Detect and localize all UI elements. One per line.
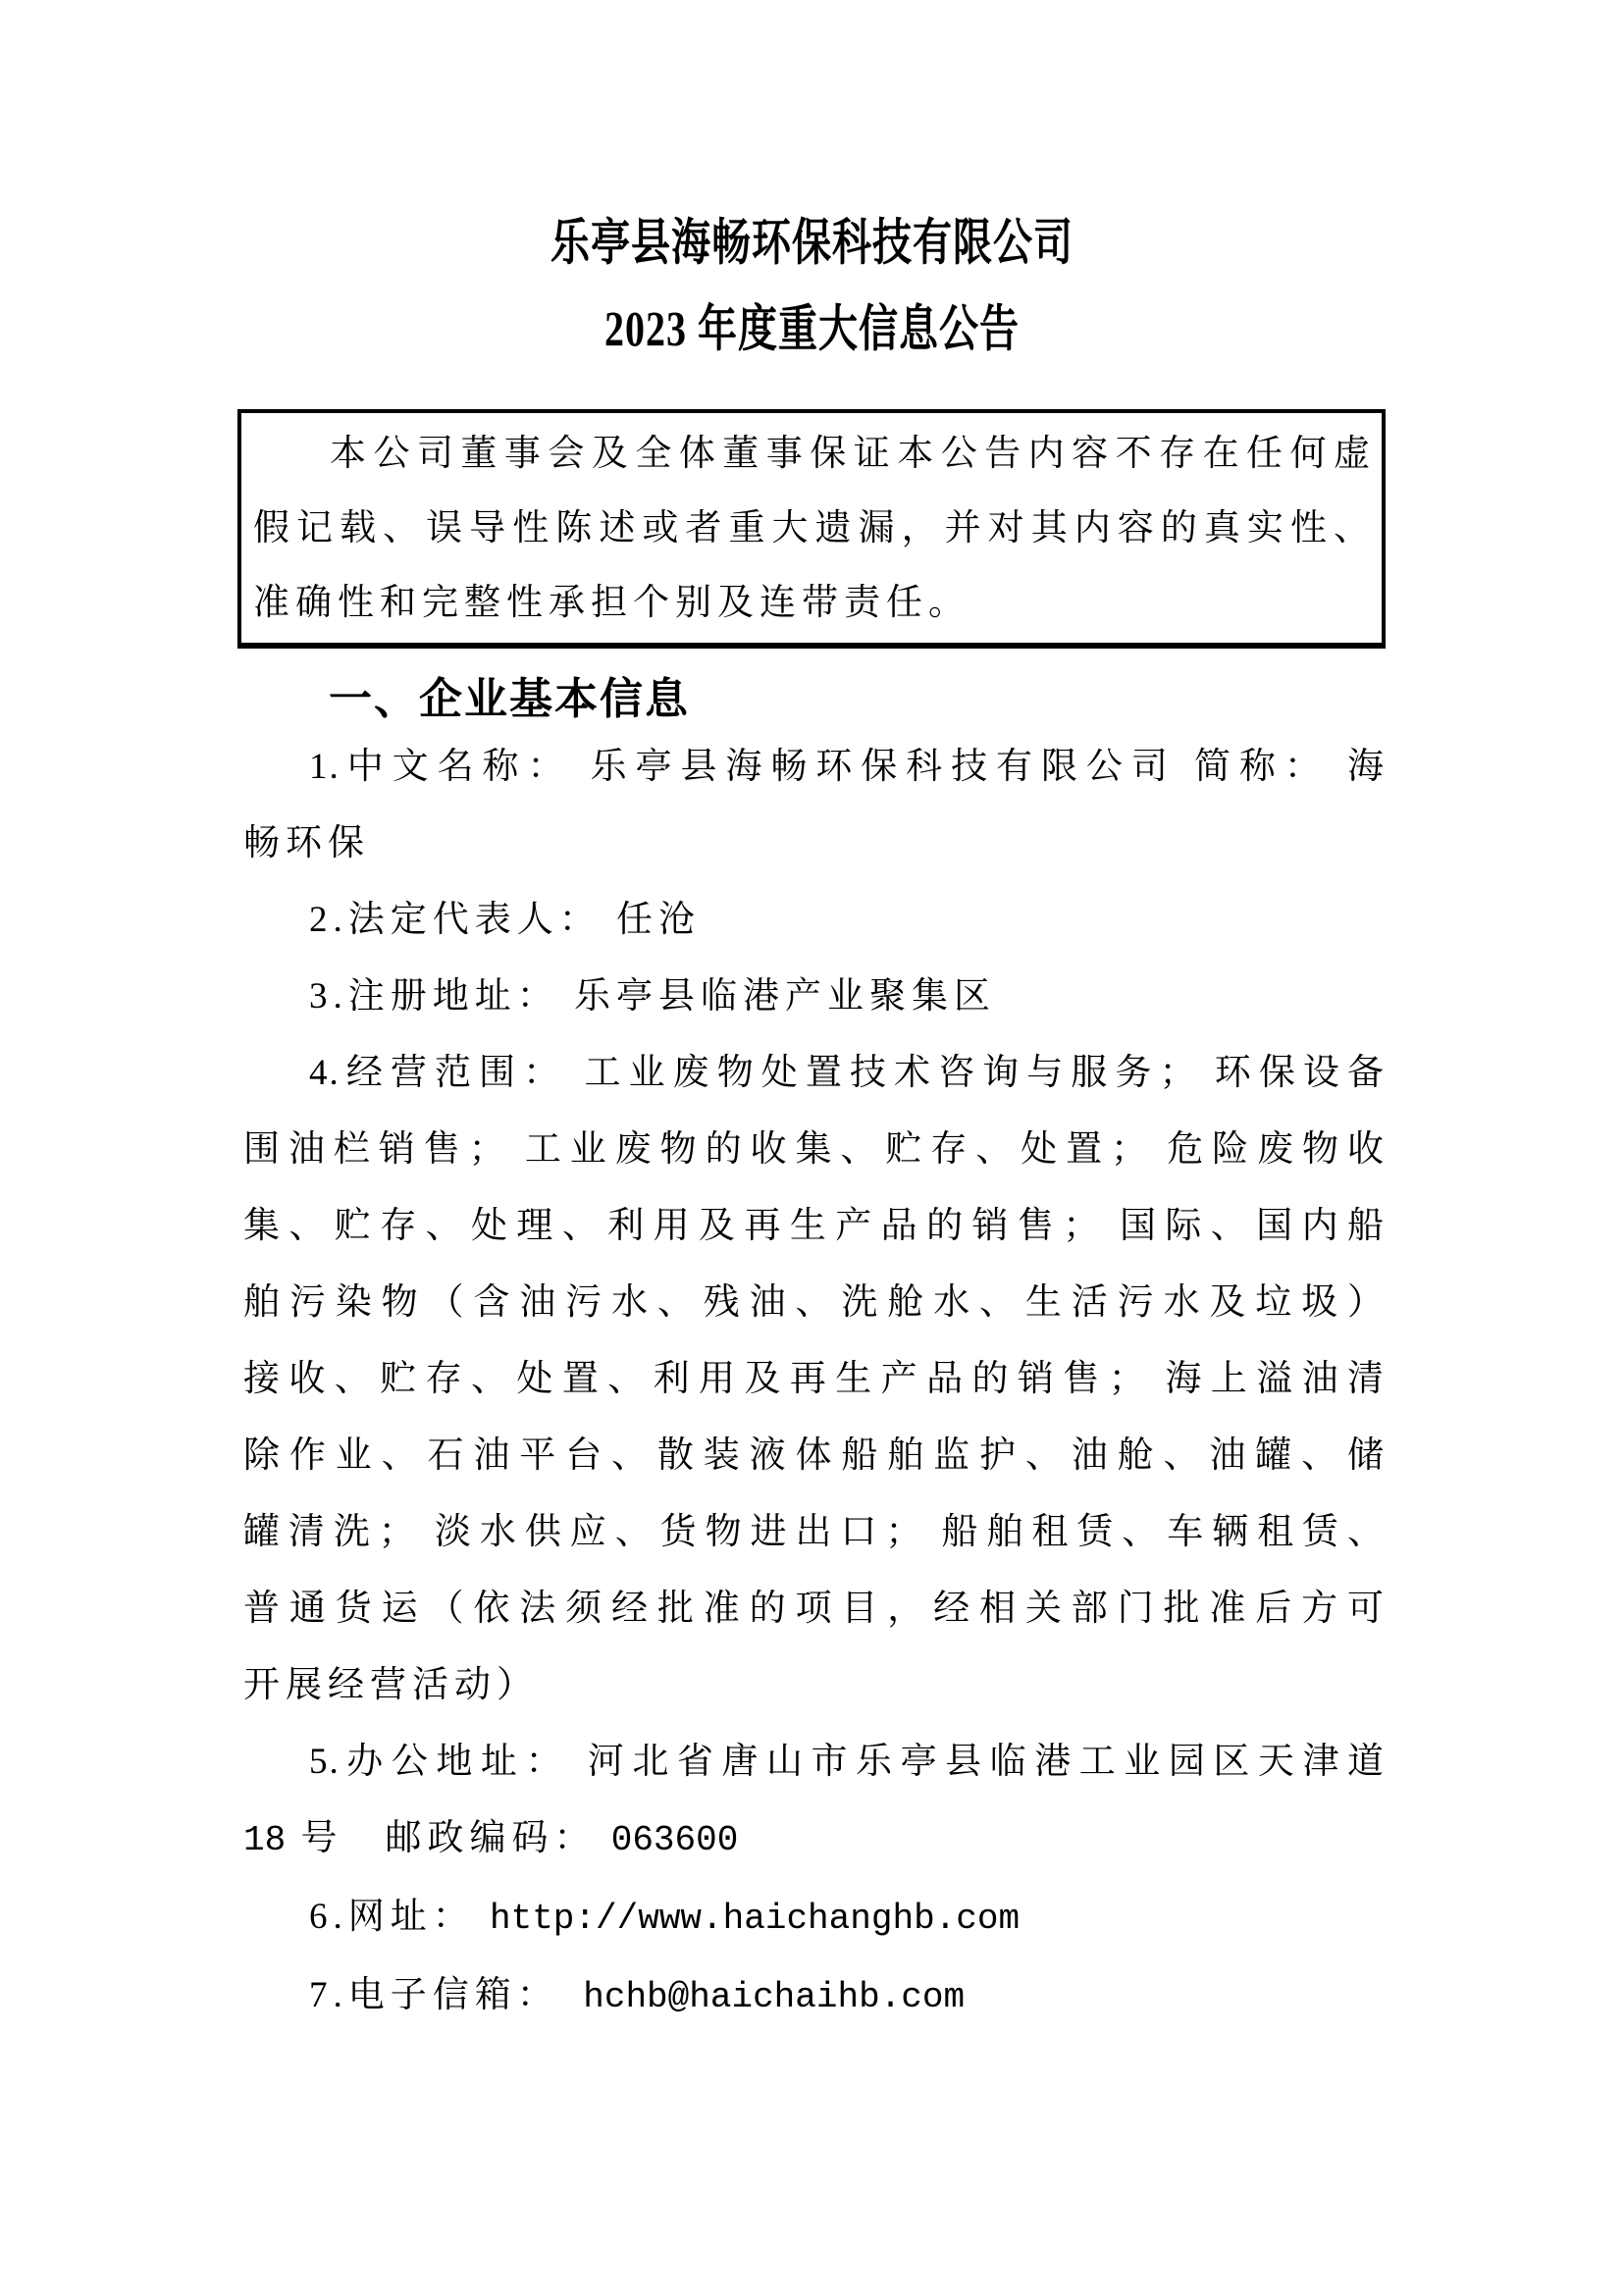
body-line-business-scope-wrap: 围油栏销售； 工业废物的收集、贮存、处置； 危险废物收 xyxy=(243,1129,1386,1170)
postal-code: 063600 xyxy=(610,1820,739,1860)
body-line-company-name-wrap: 畅环保 xyxy=(243,823,370,863)
website-label: 6.网址： xyxy=(309,1897,490,1937)
email-address: hchb@haichaihb.com xyxy=(583,1977,966,2017)
notice-line: 假记载、误导性陈述或者重大遗漏，并对其内容的真实性、 xyxy=(253,508,1372,548)
website-url: http://www.haichanghb.com xyxy=(490,1899,1021,1939)
postal-line xyxy=(237,1800,1386,1879)
document-content xyxy=(237,409,1386,2036)
document-subtitle xyxy=(0,300,1624,358)
website-line xyxy=(237,1879,1386,1957)
email-line xyxy=(237,1957,1386,2036)
postal-label: 号 邮政编码： xyxy=(286,1818,611,1858)
document-title-text: 乐亭县海畅环保科技有限公司 xyxy=(550,214,1074,272)
body-line-registered-address: 3.注册地址： 乐亭县临港产业聚集区 xyxy=(309,976,996,1017)
email-label: 7.电子信箱： xyxy=(309,1975,584,2015)
notice-box xyxy=(237,409,1386,649)
body-line-legal-representative: 2.法定代表人： 任沧 xyxy=(309,900,701,940)
body-line-company-name: 1.中文名称： 乐亭县海畅环保科技有限公司 简称： 海 xyxy=(309,747,1386,787)
body-line-business-scope: 4.经营范围： 工业废物处置技术咨询与服务； 环保设备 xyxy=(309,1053,1386,1093)
document-title xyxy=(0,216,1624,271)
body-line-business-scope-wrap: 罐清洗； 淡水供应、货物进出口； 船舶租赁、车辆租赁、 xyxy=(243,1512,1386,1552)
notice-line: 本公司董事会及全体董事保证本公告内容不存在任何虚 xyxy=(330,434,1372,474)
notice-line: 准确性和完整性承担个别及连带责任。 xyxy=(253,583,970,623)
street-number: 18 xyxy=(243,1820,287,1860)
section-body xyxy=(237,729,1386,2036)
body-line-business-scope-wrap: 接收、贮存、处置、利用及再生产品的销售； 海上溢油清 xyxy=(243,1359,1386,1399)
document-subtitle-text: 2023 年度重大信息公告 xyxy=(604,300,1020,358)
body-line-business-scope-wrap: 普通货运（依法须经批准的项目，经相关部门批准后方可 xyxy=(243,1589,1386,1629)
body-line-office-address: 5.办公地址： 河北省唐山市乐亭县临港工业园区天津道 xyxy=(309,1742,1386,1782)
section-heading: 一、企业基本信息 xyxy=(329,675,690,723)
body-line-business-scope-wrap: 除作业、石油平台、散装液体船舶监护、油舱、油罐、储 xyxy=(243,1435,1386,1476)
body-line-business-scope-wrap: 集、贮存、处理、利用及再生产品的销售； 国际、国内船 xyxy=(243,1206,1386,1246)
body-line-business-scope-end: 开展经营活动） xyxy=(243,1665,539,1705)
body-line-business-scope-wrap: 舶污染物（含油污水、残油、洗舱水、生活污水及垃圾） xyxy=(243,1282,1386,1323)
